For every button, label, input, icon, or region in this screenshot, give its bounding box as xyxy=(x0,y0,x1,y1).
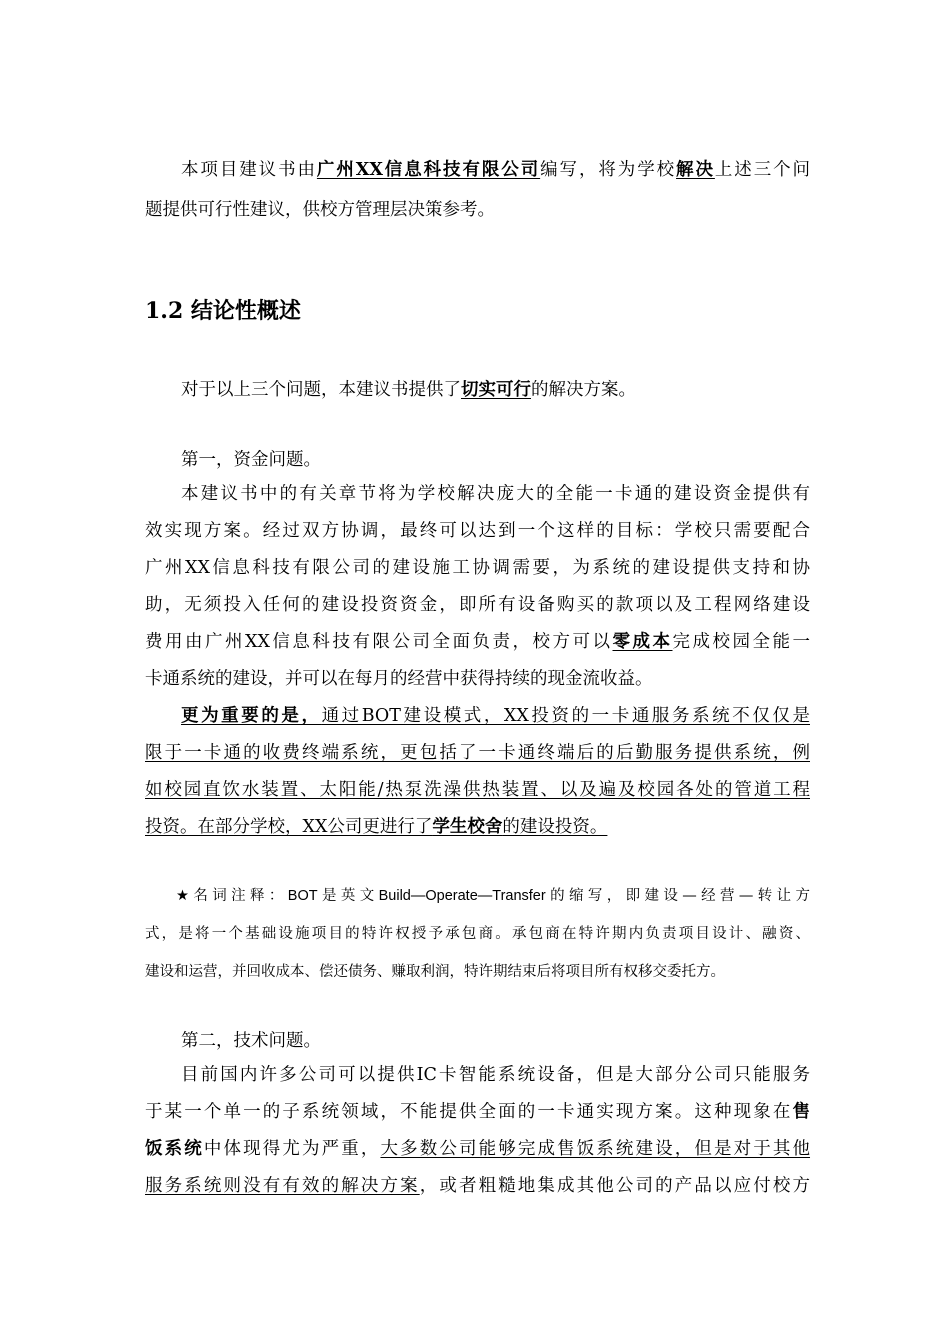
second-title: 第二，技术问题。 xyxy=(181,1031,321,1051)
note-line-2: 式，是将一个基础设施项目的特许权授予承包商。承包商在特许期内负责项目设计、融资、 xyxy=(145,926,810,942)
first-p1-line: 广州XX信息科技有限公司的建设施工协调需要，为系统的建设提供支持和协 xyxy=(145,558,810,578)
first-p1-line: 效实现方案。经过双方协调，最终可以达到一个这样的目标：学校只需要配合 xyxy=(145,521,810,541)
intro-text: 编写，将为学校 xyxy=(540,160,677,180)
note-line-1 xyxy=(176,885,810,907)
first-p1-text: 费用由广州XX信息科技有限公司全面负责，校方可以 xyxy=(145,632,613,652)
emphasis-meal-system: 售 xyxy=(792,1102,810,1122)
star-icon: ★ xyxy=(176,888,194,904)
underlined-text: 服务系统则没有有效的解决方案 xyxy=(145,1176,420,1196)
intro-text: 本项目建议书由 xyxy=(181,160,317,180)
note-label: 名词注释： xyxy=(193,888,288,904)
second-text: 中体现得尤为严重， xyxy=(203,1139,381,1159)
first-p2-line-2: 限于一卡通的收费终端系统，更包括了一卡通终端后的后勤服务提供系统，例 xyxy=(145,743,810,763)
second-text: 于某一个单一的子系统领域，不能提供全面的一卡通实现方案。这种现象在 xyxy=(145,1102,793,1122)
summary-line xyxy=(181,377,810,403)
first-p1-line: 助，无须投入任何的建设投资资金，即所有设备购买的款项以及工程网络建设 xyxy=(145,595,810,615)
second-line-1: 目前国内许多公司可以提供IC卡智能系统设备，但是大部分公司只能服务 xyxy=(181,1065,810,1085)
company-name: 广州XX信息科技有限公司 xyxy=(316,160,541,180)
intro-line-2: 题提供可行性建议，供校方管理层决策参考。 xyxy=(145,200,495,220)
first-p1-line-5 xyxy=(145,629,810,655)
first-p2-line-4 xyxy=(145,814,810,840)
underlined-text: 大多数公司能够完成售饭系统建设，但是对于其他 xyxy=(380,1139,811,1159)
second-line-4 xyxy=(145,1173,810,1199)
emphasis-more-important: 更为重要的是， xyxy=(181,706,322,726)
intro-line-1 xyxy=(181,157,810,183)
first-p1-line-6: 卡通系统的建设，并可以在每月的经营中获得持续的现金流收益。 xyxy=(145,669,653,689)
second-text: ，或者粗糙地集成其他公司的产品以应付校方 xyxy=(419,1176,811,1196)
note-term: BOT是英文Build—Operate—Transfer xyxy=(287,888,546,904)
first-p2-line-1 xyxy=(181,703,810,729)
summary-text: 的解决方案。 xyxy=(531,380,636,400)
note-text: 的缩写，即建设—经营—转让方 xyxy=(545,888,811,904)
first-p2-text: 通过BOT建设模式，XX投资的一卡通服务系统不仅仅是 xyxy=(321,706,810,726)
emphasis-dormitory: 学生校舍 xyxy=(432,817,503,837)
section-heading: 1.2 结论性概述 xyxy=(145,298,301,324)
first-title: 第一，资金问题。 xyxy=(181,450,321,470)
first-p2-line-3: 如校园直饮水装置、太阳能/热泵洗澡供热装置、以及遍及校园各处的管道工程 xyxy=(145,780,810,800)
note-line-3: 建设和运营，并回收成本、偿还债务、赚取利润，特许期结束后将项目所有权移交委托方。 xyxy=(145,964,725,980)
emphasis-meal-system: 饭系统 xyxy=(145,1139,204,1159)
second-line-2 xyxy=(145,1099,810,1125)
intro-text: 上述三个问 xyxy=(714,160,811,180)
second-line-3 xyxy=(145,1136,810,1162)
first-p1-line: 本建议书中的有关章节将为学校解决庞大的全能一卡通的建设资金提供有 xyxy=(181,484,810,504)
emphasis-feasible: 切实可行 xyxy=(461,380,531,400)
first-p2-text: 投资。在部分学校，XX公司更进行了 xyxy=(145,817,433,837)
summary-text: 对于以上三个问题，本建议书提供了 xyxy=(181,380,461,400)
emphasis-zero-cost: 零成本 xyxy=(612,632,673,652)
emphasis-solve: 解决 xyxy=(676,160,715,180)
first-p1-text: 完成校园全能一 xyxy=(672,632,811,652)
first-p2-text: 的建设投资。 xyxy=(502,817,608,837)
